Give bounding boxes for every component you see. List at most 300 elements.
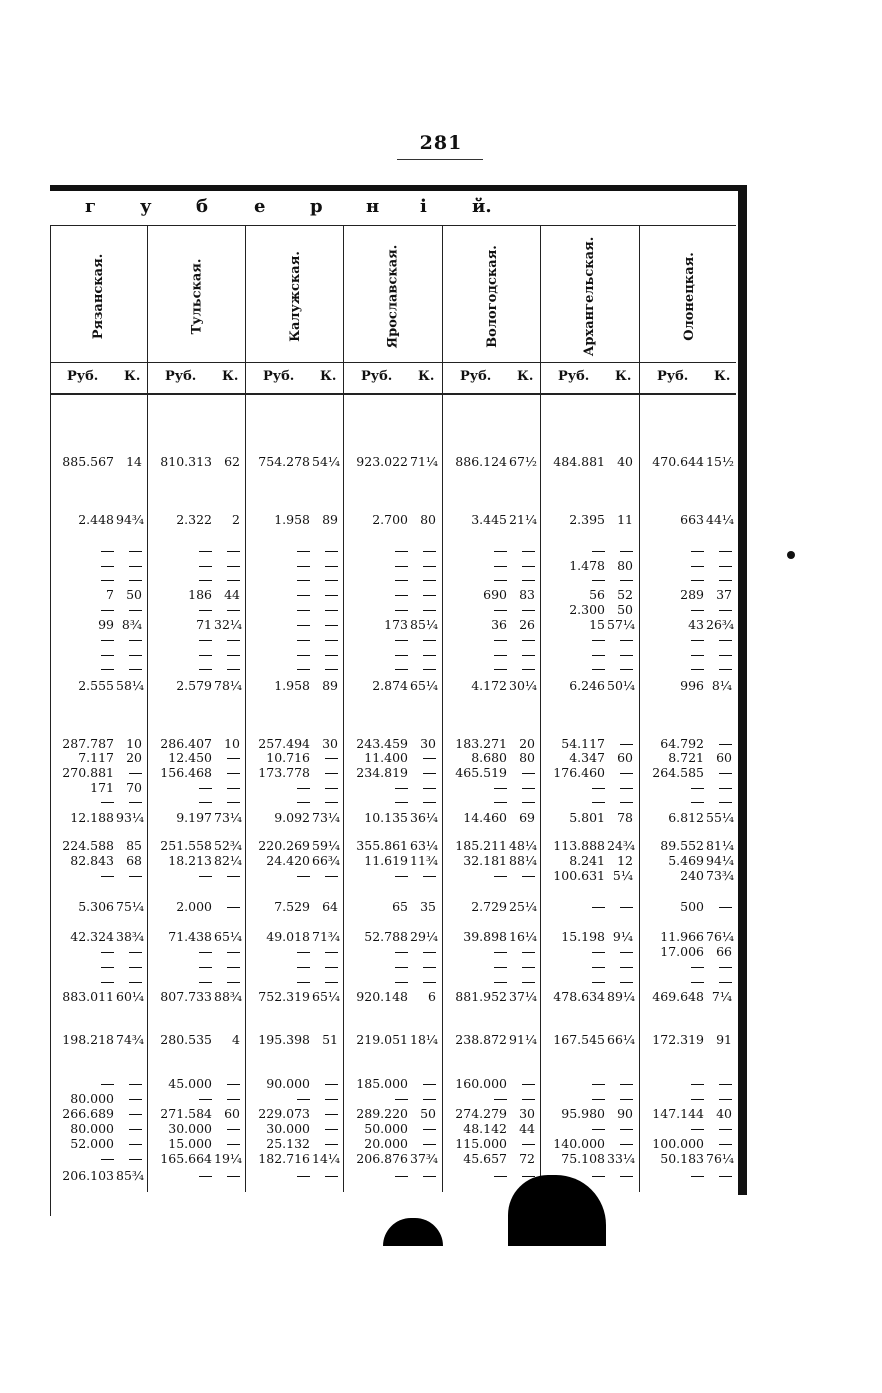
- dash-mark: [297, 580, 310, 582]
- dash-mark: [227, 640, 240, 642]
- rubles-cell: [346, 543, 408, 558]
- dash-mark: [227, 669, 240, 671]
- dash-mark: [620, 952, 633, 954]
- rubles-cell: 30.000: [168, 1121, 212, 1136]
- column-title-text: Олонецкая.: [681, 251, 697, 341]
- rubles-cell: 883.011: [62, 989, 114, 1004]
- dash-mark: [494, 1099, 507, 1101]
- rubles-cell: [346, 587, 408, 602]
- rubles-cell: 18.213: [168, 853, 212, 868]
- dash-mark: [325, 580, 338, 582]
- rubles-cell: 12.188: [70, 810, 114, 825]
- rubles-cell: 100.631: [553, 868, 605, 883]
- rubles-cell: [346, 959, 408, 974]
- kopecks-cell: 60¼: [116, 989, 145, 1004]
- dash-mark: [199, 610, 212, 612]
- rubles-cell: 478.634: [553, 989, 605, 1004]
- dash-mark: [395, 610, 408, 612]
- kopecks-cell: [706, 765, 732, 780]
- dash-mark: [227, 952, 240, 954]
- kopecks-cell: [706, 647, 732, 662]
- header-letter: е: [254, 196, 266, 217]
- kopecks-cell: [312, 959, 338, 974]
- dash-mark: [325, 1129, 338, 1131]
- rubles-cell: 4.347: [569, 750, 605, 765]
- dash-mark: [522, 551, 535, 553]
- rubles-cell: [150, 543, 212, 558]
- rubles-cell: 160.000: [455, 1076, 507, 1091]
- unit-kop-label: К.: [517, 369, 534, 384]
- kopecks-cell: 80: [617, 558, 633, 573]
- rubles-cell: 167.545: [553, 1032, 605, 1047]
- kopecks-cell: 74¾: [116, 1032, 145, 1047]
- dash-mark: [719, 1176, 732, 1178]
- rubles-cell: 881.952: [455, 989, 507, 1004]
- kopecks-cell: [312, 780, 338, 795]
- dash-mark: [494, 566, 507, 568]
- kopecks-cell: [410, 602, 436, 617]
- kopecks-cell: [607, 1091, 633, 1106]
- dash-mark: [719, 744, 732, 746]
- rubles-cell: 266.689: [62, 1106, 114, 1121]
- kopecks-cell: [214, 944, 240, 959]
- kopecks-cell: [214, 765, 240, 780]
- rubles-cell: [248, 647, 310, 662]
- rubles-cell: 2.729: [471, 899, 507, 914]
- rubles-cell: [445, 944, 507, 959]
- kopecks-cell: [312, 1091, 338, 1106]
- rubles-cell: 42.324: [70, 929, 114, 944]
- kopecks-cell: 78: [617, 810, 633, 825]
- dash-mark: [325, 1144, 338, 1146]
- rubles-cell: 99: [98, 617, 114, 632]
- rubles-cell: [52, 602, 114, 617]
- kopecks-cell: [706, 959, 732, 974]
- dash-mark: [691, 1099, 704, 1101]
- kopecks-cell: [410, 558, 436, 573]
- dash-mark: [395, 788, 408, 790]
- rubles-cell: [642, 572, 704, 587]
- kopecks-cell: 15½: [706, 454, 735, 469]
- kopecks-cell: 37¾: [410, 1151, 439, 1166]
- kopecks-cell: 90: [617, 1106, 633, 1121]
- rubles-cell: 52.000: [70, 1136, 114, 1151]
- kopecks-cell: [214, 572, 240, 587]
- rubles-cell: 271.584: [160, 1106, 212, 1121]
- dash-mark: [522, 566, 535, 568]
- kopecks-cell: 85¾: [116, 1168, 145, 1183]
- kopecks-cell: [410, 587, 436, 602]
- rubles-cell: 24.420: [266, 853, 310, 868]
- kopecks-cell: 75¼: [116, 899, 145, 914]
- rubles-cell: 186: [188, 587, 212, 602]
- dash-mark: [325, 967, 338, 969]
- kopecks-cell: 18¼: [410, 1032, 439, 1047]
- kopecks-cell: 57¼: [607, 617, 636, 632]
- dash-mark: [325, 610, 338, 612]
- rubles-cell: [52, 647, 114, 662]
- rubles-cell: 2.000: [176, 899, 212, 914]
- dash-mark: [494, 610, 507, 612]
- rubles-cell: 43: [688, 617, 704, 632]
- rubles-cell: [445, 558, 507, 573]
- rubles-cell: 690: [483, 587, 507, 602]
- rubles-cell: 45.000: [168, 1076, 212, 1091]
- rubles-cell: [543, 632, 605, 647]
- kopecks-cell: 88¾: [214, 989, 243, 1004]
- dash-mark: [620, 773, 633, 775]
- dash-mark: [423, 876, 436, 878]
- kopecks-cell: 19¼: [214, 1151, 243, 1166]
- rubles-cell: [52, 1151, 114, 1166]
- rubles-cell: 2.395: [569, 512, 605, 527]
- rubles-cell: 50.183: [660, 1151, 704, 1166]
- kopecks-cell: 64: [322, 899, 338, 914]
- dash-mark: [423, 1144, 436, 1146]
- rubles-cell: [150, 868, 212, 883]
- dash-mark: [719, 967, 732, 969]
- dash-mark: [227, 1099, 240, 1101]
- dash-mark: [691, 1084, 704, 1086]
- kopecks-cell: [509, 1091, 535, 1106]
- rubles-cell: 45.657: [463, 1151, 507, 1166]
- rubles-cell: [248, 974, 310, 989]
- kopecks-cell: [509, 572, 535, 587]
- dash-mark: [423, 1099, 436, 1101]
- dash-mark: [325, 1114, 338, 1116]
- column-title-text: Архангельская.: [582, 236, 598, 356]
- dash-mark: [297, 669, 310, 671]
- kopecks-cell: 82¼: [214, 853, 243, 868]
- dash-mark: [325, 566, 338, 568]
- dash-mark: [129, 876, 142, 878]
- kopecks-cell: 37: [716, 587, 732, 602]
- kopecks-cell: [116, 1106, 142, 1121]
- dash-mark: [325, 876, 338, 878]
- kopecks-cell: 78¼: [214, 678, 243, 693]
- dash-mark: [227, 655, 240, 657]
- dash-mark: [325, 802, 338, 804]
- dash-mark: [423, 1176, 436, 1178]
- kopecks-cell: [116, 647, 142, 662]
- rubles-cell: [346, 944, 408, 959]
- dash-mark: [719, 655, 732, 657]
- rubles-cell: [543, 780, 605, 795]
- kopecks-cell: [214, 974, 240, 989]
- dash-mark: [691, 802, 704, 804]
- rubles-cell: 280.535: [160, 1032, 212, 1047]
- dash-mark: [494, 640, 507, 642]
- dash-mark: [101, 580, 114, 582]
- dash-mark: [620, 1129, 633, 1131]
- rubles-cell: 1.958: [274, 512, 310, 527]
- kopecks-cell: [410, 632, 436, 647]
- column-title-text: Вологодская.: [484, 244, 500, 348]
- dash-mark: [129, 580, 142, 582]
- dash-mark: [522, 967, 535, 969]
- dash-mark: [199, 967, 212, 969]
- rubles-cell: [150, 780, 212, 795]
- kopecks-cell: 44¼: [706, 512, 735, 527]
- dash-mark: [325, 788, 338, 790]
- kopecks-cell: [312, 587, 338, 602]
- dash-mark: [691, 1129, 704, 1131]
- rubles-cell: 2.555: [78, 678, 114, 693]
- kopecks-cell: [116, 543, 142, 558]
- kopecks-cell: 89: [322, 678, 338, 693]
- dash-mark: [691, 1176, 704, 1178]
- dash-mark: [101, 967, 114, 969]
- dash-mark: [494, 967, 507, 969]
- rubles-cell: 243.459: [356, 736, 408, 751]
- rubles-cell: 140.000: [553, 1136, 605, 1151]
- dash-mark: [227, 1129, 240, 1131]
- kopecks-cell: [312, 1076, 338, 1091]
- dash-mark: [620, 907, 633, 909]
- kopecks-cell: 8¾: [121, 617, 142, 632]
- dash-mark: [494, 1176, 507, 1178]
- rubles-cell: 71: [196, 617, 212, 632]
- rubles-cell: 39.898: [463, 929, 507, 944]
- rubles-cell: 32.181: [463, 853, 507, 868]
- rubles-cell: 10.716: [266, 750, 310, 765]
- kopecks-cell: [509, 974, 535, 989]
- dash-mark: [199, 580, 212, 582]
- kopecks-cell: 62: [224, 454, 240, 469]
- dash-mark: [494, 952, 507, 954]
- header-letter: й.: [472, 196, 492, 217]
- kopecks-cell: [116, 558, 142, 573]
- dash-mark: [719, 1129, 732, 1131]
- dash-mark: [101, 610, 114, 612]
- rubles-cell: [346, 868, 408, 883]
- rubles-cell: 80.000: [70, 1091, 114, 1106]
- rubles-cell: [150, 974, 212, 989]
- kopecks-cell: [706, 543, 732, 558]
- rubles-cell: 4.172: [471, 678, 507, 693]
- kopecks-cell: [706, 899, 732, 914]
- dash-mark: [297, 595, 310, 597]
- dash-mark: [101, 1084, 114, 1086]
- unit-kop-label: К.: [615, 369, 632, 384]
- dash-mark: [199, 655, 212, 657]
- rubles-cell: [445, 794, 507, 809]
- rubles-cell: [52, 558, 114, 573]
- dash-mark: [522, 610, 535, 612]
- column-divider: [245, 226, 246, 1192]
- rubles-cell: 15.000: [168, 1136, 212, 1151]
- rubles-cell: 996: [680, 678, 704, 693]
- dash-mark: [719, 1144, 732, 1146]
- rubles-cell: 25.132: [266, 1136, 310, 1151]
- dash-mark: [395, 967, 408, 969]
- rubles-cell: [52, 868, 114, 883]
- kopecks-cell: [706, 572, 732, 587]
- rubles-cell: 9.197: [176, 810, 212, 825]
- kopecks-cell: 36¼: [410, 810, 439, 825]
- dash-mark: [101, 982, 114, 984]
- kopecks-cell: 58¼: [116, 678, 145, 693]
- dash-mark: [719, 580, 732, 582]
- kopecks-cell: 81¼: [706, 838, 735, 853]
- kopecks-cell: [214, 750, 240, 765]
- rubles-cell: [150, 572, 212, 587]
- dash-mark: [620, 1084, 633, 1086]
- dash-mark: [719, 788, 732, 790]
- kopecks-cell: 20: [126, 750, 142, 765]
- column-title-text: Рязанская.: [91, 253, 107, 339]
- rubles-cell: [150, 632, 212, 647]
- table-frame-right: [738, 185, 747, 1195]
- rubles-cell: [445, 868, 507, 883]
- dash-mark: [199, 1176, 212, 1178]
- dash-mark: [423, 758, 436, 760]
- rubles-cell: [642, 647, 704, 662]
- dash-mark: [522, 1084, 535, 1086]
- dash-mark: [423, 982, 436, 984]
- rubles-cell: [543, 572, 605, 587]
- unit-rub-label: Руб.: [67, 369, 99, 384]
- kopecks-cell: [214, 543, 240, 558]
- kopecks-cell: [607, 1136, 633, 1151]
- rubles-cell: 920.148: [356, 989, 408, 1004]
- kopecks-cell: [607, 632, 633, 647]
- dash-mark: [325, 1099, 338, 1101]
- dash-mark: [129, 1099, 142, 1101]
- kopecks-cell: [607, 647, 633, 662]
- dash-mark: [620, 1144, 633, 1146]
- dash-mark: [297, 640, 310, 642]
- kopecks-cell: [706, 558, 732, 573]
- rubles-cell: [642, 543, 704, 558]
- dash-mark: [101, 1159, 114, 1161]
- rubles-cell: 7: [106, 587, 114, 602]
- rubles-cell: 238.872: [455, 1032, 507, 1047]
- dash-mark: [129, 802, 142, 804]
- rubles-cell: 54.117: [561, 736, 605, 751]
- dash-mark: [227, 788, 240, 790]
- dash-mark: [199, 876, 212, 878]
- dash-mark: [325, 551, 338, 553]
- dash-mark: [129, 669, 142, 671]
- dash-mark: [691, 566, 704, 568]
- rubles-cell: 6.812: [668, 810, 704, 825]
- rubles-cell: 2.579: [176, 678, 212, 693]
- kopecks-cell: 94¼: [706, 853, 735, 868]
- dash-mark: [199, 982, 212, 984]
- dash-mark: [592, 640, 605, 642]
- kopecks-cell: [706, 1091, 732, 1106]
- kopecks-cell: 71¼: [410, 454, 439, 469]
- ink-blot-right: [508, 1175, 606, 1246]
- rubles-cell: 289.220: [356, 1106, 408, 1121]
- dash-mark: [297, 625, 310, 627]
- rubles-cell: [248, 868, 310, 883]
- kopecks-cell: 14: [126, 454, 142, 469]
- kopecks-cell: [410, 1121, 436, 1136]
- kopecks-cell: 60: [716, 750, 732, 765]
- rubles-cell: [52, 959, 114, 974]
- kopecks-cell: [312, 974, 338, 989]
- column-divider: [442, 226, 443, 1192]
- kopecks-cell: 5¼: [612, 868, 633, 883]
- rubles-cell: [543, 899, 605, 914]
- kopecks-cell: [410, 572, 436, 587]
- dash-mark: [494, 802, 507, 804]
- rubles-cell: 80.000: [70, 1121, 114, 1136]
- kopecks-cell: [214, 1168, 240, 1183]
- dash-mark: [129, 1084, 142, 1086]
- rubles-cell: [346, 1168, 408, 1183]
- dash-mark: [227, 907, 240, 909]
- rubles-cell: 8.721: [668, 750, 704, 765]
- kopecks-cell: [509, 780, 535, 795]
- kopecks-cell: 71¾: [312, 929, 341, 944]
- dash-mark: [494, 655, 507, 657]
- kopecks-cell: 91: [716, 1032, 732, 1047]
- rubles-cell: 113.888: [553, 838, 605, 853]
- rubles-cell: 500: [680, 899, 704, 914]
- kopecks-cell: 50: [420, 1106, 436, 1121]
- kopecks-cell: [607, 765, 633, 780]
- dash-mark: [423, 595, 436, 597]
- column-divider: [343, 226, 344, 1192]
- rubles-cell: 469.648: [652, 989, 704, 1004]
- rubles-cell: 49.018: [266, 929, 310, 944]
- dash-mark: [423, 655, 436, 657]
- rubles-cell: 95.980: [561, 1106, 605, 1121]
- dash-mark: [297, 952, 310, 954]
- stray-dot: [787, 551, 795, 559]
- kopecks-cell: 89¼: [607, 989, 636, 1004]
- rubles-cell: [52, 572, 114, 587]
- rubles-cell: 2.874: [372, 678, 408, 693]
- rubles-cell: 240: [680, 868, 704, 883]
- rubles-cell: 82.843: [70, 853, 114, 868]
- kopecks-cell: 35: [420, 899, 436, 914]
- rubles-cell: [150, 1168, 212, 1183]
- rubles-cell: 15: [589, 617, 605, 632]
- kopecks-cell: 11: [617, 512, 633, 527]
- rubles-cell: 171: [90, 780, 114, 795]
- kopecks-cell: [706, 736, 732, 751]
- rubles-cell: [642, 1091, 704, 1106]
- rubles-cell: 64.792: [660, 736, 704, 751]
- dash-mark: [691, 551, 704, 553]
- dash-mark: [719, 907, 732, 909]
- rubles-cell: [248, 661, 310, 676]
- kopecks-cell: [410, 944, 436, 959]
- kopecks-cell: 12: [617, 853, 633, 868]
- kopecks-cell: [116, 765, 142, 780]
- dash-mark: [522, 788, 535, 790]
- kopecks-cell: 94¾: [116, 512, 145, 527]
- rubles-cell: [642, 1076, 704, 1091]
- dash-mark: [325, 952, 338, 954]
- dash-mark: [101, 802, 114, 804]
- rubles-cell: [150, 959, 212, 974]
- kopecks-cell: 51: [322, 1032, 338, 1047]
- kopecks-cell: [312, 1106, 338, 1121]
- ink-blot-left: [383, 1218, 443, 1246]
- dash-mark: [494, 788, 507, 790]
- rubles-cell: [150, 647, 212, 662]
- header-line-3: [50, 393, 736, 395]
- dash-mark: [395, 640, 408, 642]
- dash-mark: [691, 967, 704, 969]
- rubles-cell: [445, 974, 507, 989]
- dash-mark: [691, 580, 704, 582]
